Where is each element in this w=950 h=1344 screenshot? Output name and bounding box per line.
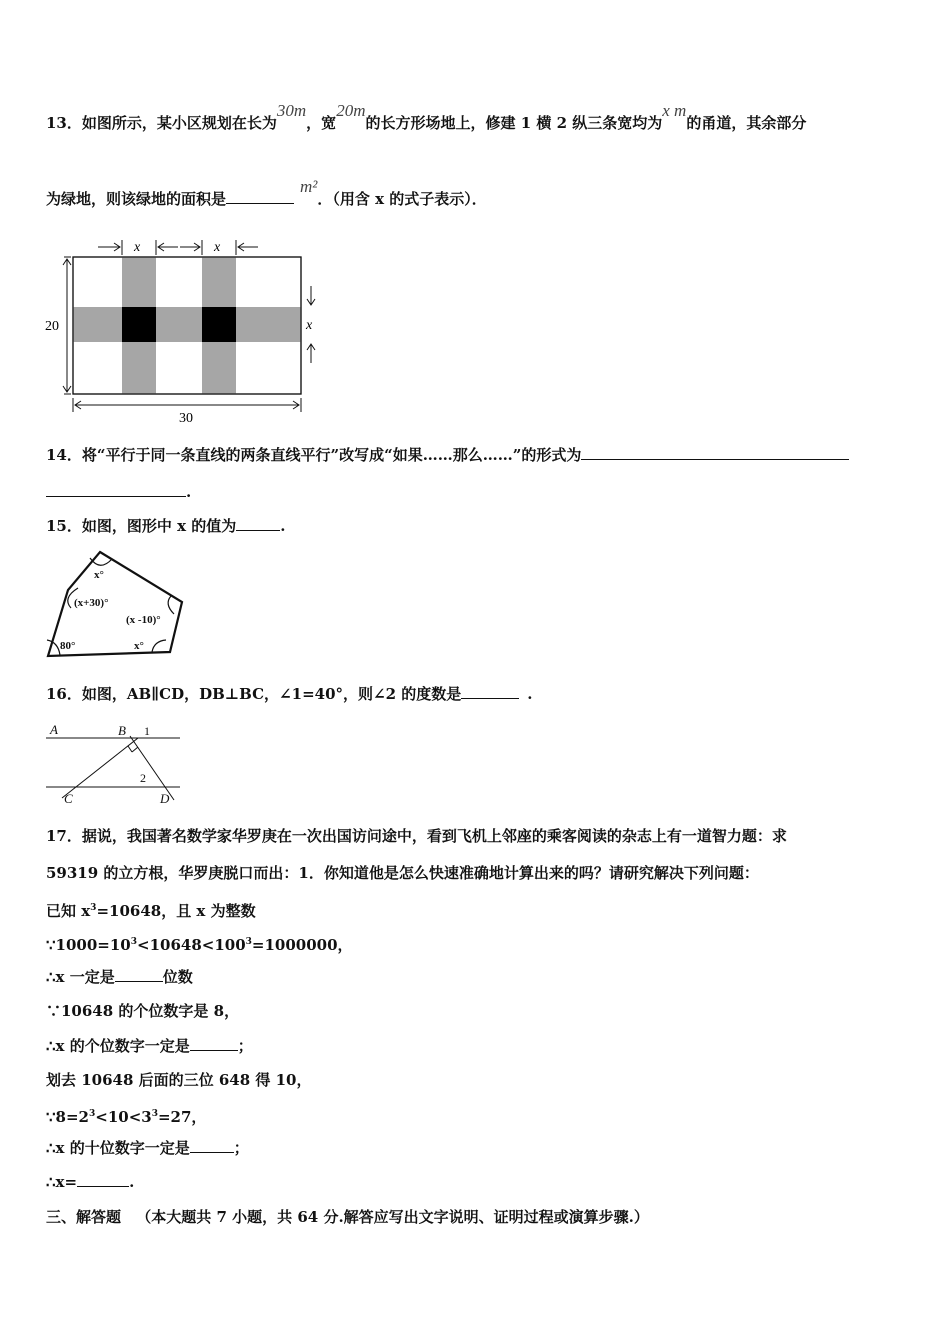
q14-line2: . <box>46 482 191 502</box>
q13-line1: 13．如图所示，某小区规划在长为30m，宽20m的长方形场地上，修建 1 横 2 纵三条宽均为x m的甬道，其余部分 <box>46 101 807 132</box>
q15-figure <box>40 548 200 666</box>
q17-line5: ∴x 一定是 位数 <box>46 968 193 986</box>
q16-label-b: B <box>118 723 126 738</box>
section3-note: （本大题共 7 小题，共 64 分.解答应写出文字说明、证明过程或演算步骤.） <box>136 1208 649 1226</box>
q15-angle-bottom-left: 80° <box>60 640 76 652</box>
q17-tens-digit-blank[interactable] <box>190 1138 234 1153</box>
section3-heading <box>46 1207 649 1227</box>
q16-label-c: C <box>64 791 73 806</box>
q17-digits-blank[interactable] <box>115 967 163 982</box>
q13-intersection-1 <box>122 307 156 342</box>
q13-intersection-2 <box>202 307 236 342</box>
q15-angle-left: (x+30)° <box>74 597 109 609</box>
q16-angle-1: 1 <box>144 724 150 738</box>
q16-line: 16．如图，AB∥CD，DB⊥BC，∠1=40°，则∠2 的度数是 . <box>46 685 533 703</box>
q17-line8: 划去 10648 后面的三位 648 得 10， <box>46 1071 312 1089</box>
q15-angle-top: x° <box>94 569 104 581</box>
q17-line11: ∴x= . <box>46 1173 135 1191</box>
q13-figure <box>40 236 330 426</box>
section3-title: 三、解答题 <box>46 1208 122 1226</box>
q17-line7: ∴x 的个位数字一定是 ； <box>46 1037 253 1055</box>
q17-line9: $\because 8=2^3<10<3^3=27$， <box>46 1108 207 1126</box>
q16-answer-blank[interactable] <box>461 684 519 699</box>
q13-width-label: 30 <box>179 411 193 426</box>
q13-x-label-2: x <box>214 240 221 255</box>
q14-line1: 14．将“平行于同一条直线的两条直线平行”改写成“如果……那么……”的形式为 <box>46 445 849 465</box>
q13-xm: x m <box>662 101 687 120</box>
q14-answer-blank-1[interactable] <box>581 445 849 460</box>
q17-line3: 已知 $x^3=10648$，且 x 为整数 <box>46 902 256 920</box>
q16-label-d: D <box>160 791 170 806</box>
q13-unit: m² <box>300 177 318 196</box>
q17-line1: 17．据说，我国著名数学家华罗庚在一次出国访问途中，看到飞机上邻座的乘客阅读的杂志上有一道智力题：求 <box>46 827 787 845</box>
q13-line2: 为绿地，则该绿地的面积是m²．（用含 x 的式子表示）． <box>46 177 487 208</box>
q15-answer-blank[interactable] <box>236 516 280 531</box>
q13-x-label-1: x <box>134 240 141 255</box>
q17-line4: $\because 1000=10^3<10648<100^3=1000000$， <box>46 936 353 954</box>
q17-line2: 59319 的立方根，华罗庚脱口而出：1．你知道他是怎么快速准确地计算出来的吗？请研究解决下列问题： <box>46 864 759 882</box>
q16-figure <box>40 714 190 809</box>
q13-answer-blank[interactable] <box>226 189 294 204</box>
q13-width: 20m <box>336 101 366 120</box>
q16-label-a: A <box>50 722 58 737</box>
q13-x-label-3: x <box>306 318 313 333</box>
q15-line: 15．如图，图形中 x 的值为 . <box>46 517 286 535</box>
q15-angle-bottom-right: x° <box>134 640 144 652</box>
q13-length: 30m <box>276 101 307 120</box>
q13-height-label: 20 <box>45 319 59 334</box>
q16-angle-2: 2 <box>140 771 146 785</box>
q13-road-horizontal <box>73 307 301 342</box>
q14-answer-blank-2[interactable] <box>46 482 186 497</box>
q17-line10: ∴x 的十位数字一定是 ； <box>46 1139 249 1157</box>
q17-line6: ∵10648 的个位数字是 8， <box>46 1002 240 1020</box>
q17-x-answer-blank[interactable] <box>77 1172 129 1187</box>
q17-units-digit-blank[interactable] <box>190 1036 238 1051</box>
q15-angle-right: (x -10)° <box>126 614 161 626</box>
